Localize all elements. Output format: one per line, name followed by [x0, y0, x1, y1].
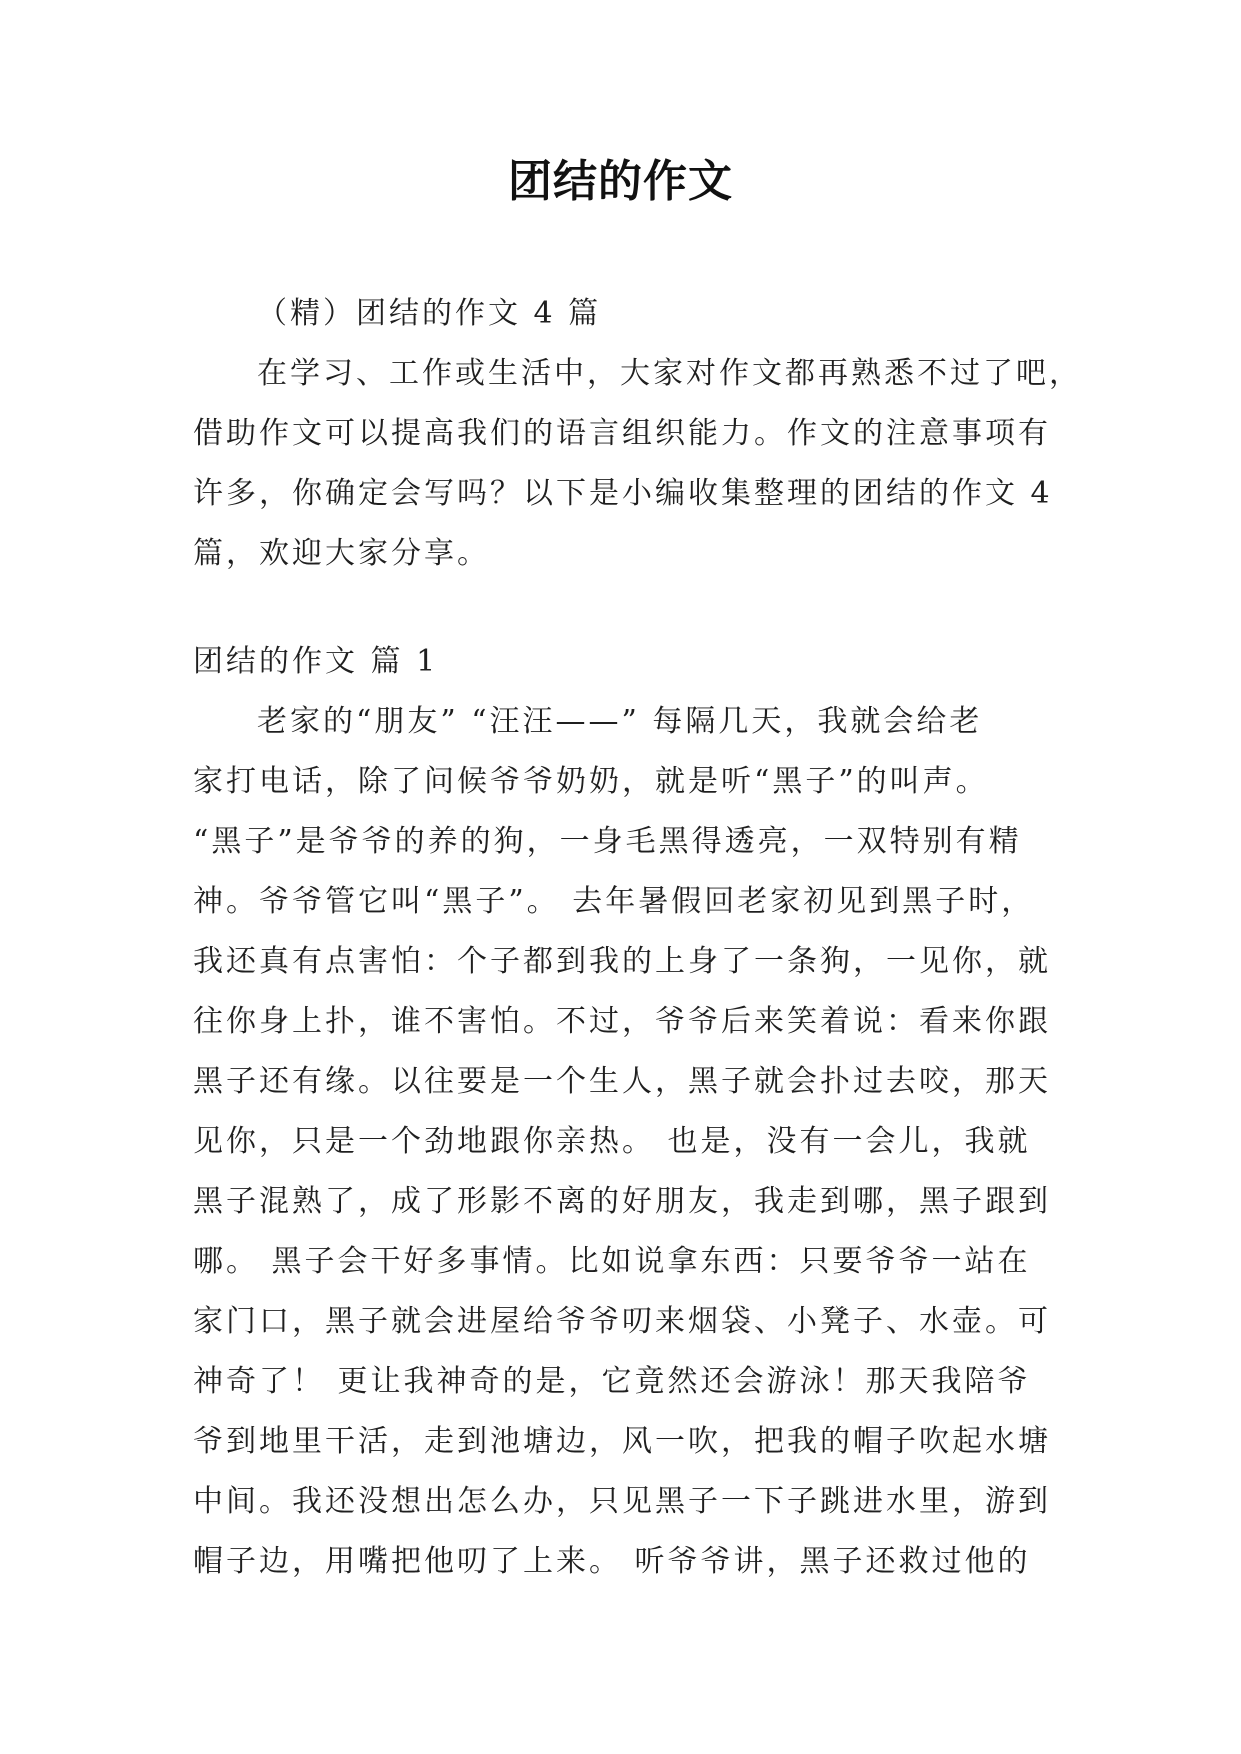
article-line: 见你，只是一个劲地跟你亲热。 也是，没有一会儿，我就 — [193, 1124, 1031, 1159]
article-line: 黑子还有缘。以往要是一个生人，黑子就会扑过去咬，那天 — [193, 1064, 1051, 1099]
intro-line: 篇，欢迎大家分享。 — [193, 536, 490, 571]
article-line: 中间。我还没想出怎么办，只见黑子一下子跳进水里，游到 — [193, 1484, 1051, 1519]
intro-section — [193, 284, 1082, 584]
intro-line: 借助作文可以提高我们的语言组织能力。作文的注意事项有 — [193, 416, 1051, 451]
article-line: 神。爷爷管它叫“黑子”。 去年暑假回老家初见到黑子时， — [193, 884, 1035, 919]
article-line: 帽子边，用嘴把他叨了上来。 听爷爷讲，黑子还救过他的 — [193, 1544, 1031, 1579]
section-heading-text: 团结的作文 篇 1 — [193, 644, 439, 679]
article-line: 家门口，黑子就会进屋给爷爷叨来烟袋、小凳子、水壶。可 — [193, 1304, 1051, 1339]
article-line: 爷到地里干活，走到池塘边，风一吹，把我的帽子吹起水塘 — [193, 1424, 1051, 1459]
intro-line: 许多，你确定会写吗？以下是小编收集整理的团结的作文 4 — [193, 476, 1053, 511]
document-title: 团结的作文 — [508, 156, 733, 207]
article-body — [193, 692, 1053, 1592]
subtitle-line: （精）团结的作文 4 篇 — [257, 296, 602, 331]
article-line: 家打电话，除了问候爷爷奶奶，就是听“黑子”的叫声。 — [193, 764, 989, 799]
article-line: “黑子”是爷爷的养的狗，一身毛黑得透亮，一双特别有精 — [193, 824, 1022, 859]
article-line: 神奇了！ 更让我神奇的是，它竟然还会游泳！那天我陪爷 — [193, 1364, 1031, 1399]
article-line: 哪。 黑子会干好多事情。比如说拿东西：只要爷爷一站在 — [193, 1244, 1031, 1279]
section-heading — [193, 632, 1053, 692]
intro-line: 在学习、工作或生活中，大家对作文都再熟悉不过了吧， — [257, 356, 1082, 391]
article-line: 我还真有点害怕：个子都到我的上身了一条狗，一见你，就 — [193, 944, 1051, 979]
article-line: 往你身上扑，谁不害怕。不过，爷爷后来笑着说：看来你跟 — [193, 1004, 1051, 1039]
article-line: 黑子混熟了，成了形影不离的好朋友，我走到哪，黑子跟到 — [193, 1184, 1051, 1219]
article-line: 老家的“朋友” “汪汪——” 每隔几天，我就会给老 — [257, 704, 983, 739]
